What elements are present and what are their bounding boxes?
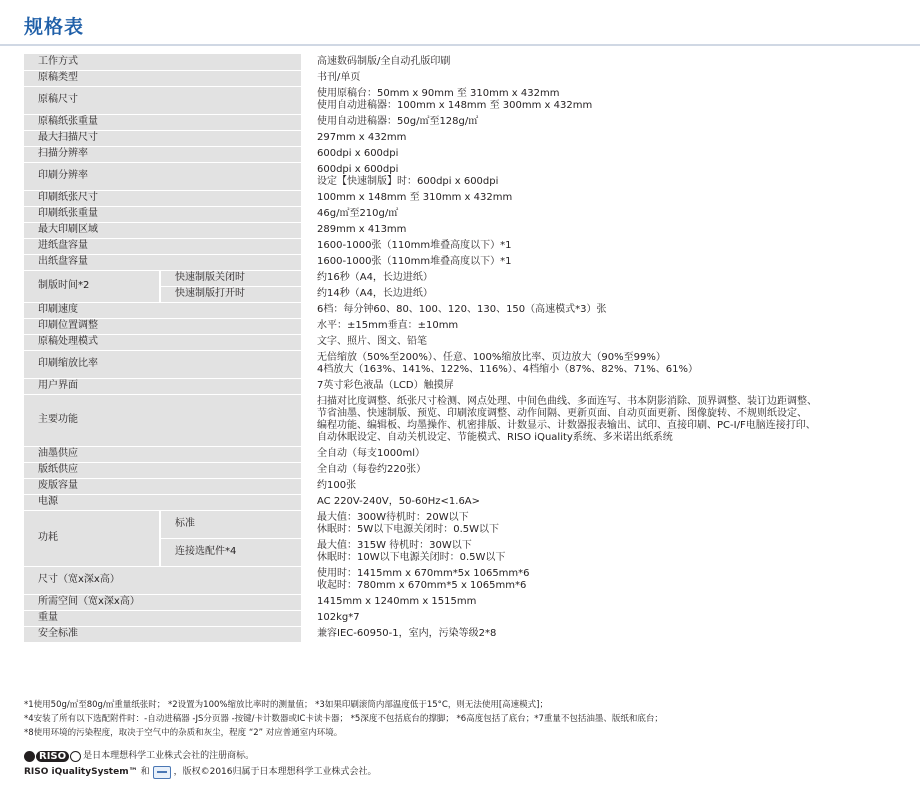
trademark-and: 和 (140, 767, 150, 777)
spec-value-line: 文字、照片、图文、铅笔 (317, 336, 427, 347)
spec-row (24, 594, 894, 610)
spec-value (302, 478, 894, 494)
spec-value-line: 4档放大（163%、141%、122%、116%）、4档缩小（87%、82%、71%、61%） (317, 364, 698, 375)
spec-value (302, 566, 894, 594)
spec-row (24, 222, 894, 238)
spec-value-line: 约100张 (317, 480, 357, 491)
trademark-notice (24, 748, 377, 780)
spec-value-line: 收起时：780mm x 670mm*5 x 1065mm*6 (317, 580, 527, 591)
spec-value (302, 394, 894, 446)
spec-row (24, 302, 894, 318)
spec-row (24, 318, 894, 334)
spec-value-line: 节省油墨、快速制版、预览、印刷浓度调整、动作间隔、更新页面、自动页面更新、图像旋转、不规则纸设定、 (317, 408, 807, 419)
spec-row (24, 270, 894, 286)
spec-label: 废版容量 (24, 478, 302, 494)
spec-label: 最大印刷区域 (24, 222, 302, 238)
spec-value (302, 610, 894, 626)
spec-value-line: 自动休眠设定、自动关机设定、节能模式、RISO iQuality系统、多米诺出纸系统 (317, 432, 673, 443)
spec-value (302, 626, 894, 642)
spec-row (24, 162, 894, 190)
spec-row (24, 510, 894, 538)
spec-value-line: 编程功能、编辑板、均墨操作、机密排版、计数显示、计数器报表输出、试印、直接印刷、PC-I/F电脑连接打印、 (317, 420, 816, 431)
spec-value-line: 最大值：300W待机时：20W以下 (317, 512, 469, 523)
spec-row (24, 394, 894, 446)
spec-value-line: 1415mm x 1240mm x 1515mm (317, 596, 477, 607)
spec-value: 约14秒（A4，长边进纸） (302, 286, 894, 302)
spec-value-line: 使用时：1415mm x 670mm*5x 1065mm*6 (317, 568, 530, 579)
spec-value (302, 494, 894, 510)
spec-value (302, 538, 894, 566)
spec-sublabel: 快速制版打开时 (160, 286, 302, 302)
spec-row (24, 446, 894, 462)
spec-value-line: 102kg*7 (317, 612, 360, 623)
spec-value (302, 510, 894, 538)
spec-value-line: 休眠时：5W以下电源关闭时：0.5W以下 (317, 524, 500, 535)
spec-value-line: 休眠时：10W以下电源关闭时：0.5W以下 (317, 552, 506, 563)
spec-value-line: 1600-1000张（110mm堆叠高度以下）*1 (317, 256, 512, 267)
spec-label: 电源 (24, 494, 302, 510)
spec-value (302, 446, 894, 462)
spec-row (24, 190, 894, 206)
spec-label: 版纸供应 (24, 462, 302, 478)
spec-value-line: 扫描对比度调整、纸张尺寸检测、网点处理、中间色曲线、多面连写、书本阴影消除、顶界调整、装订边距调整、 (317, 396, 817, 407)
spec-row (24, 238, 894, 254)
spec-label: 用户界面 (24, 378, 302, 394)
spec-label: 印刷分辨率 (24, 162, 302, 190)
spec-label: 印刷速度 (24, 302, 302, 318)
spec-row (24, 54, 894, 70)
spec-row (24, 566, 894, 594)
footnotes (24, 698, 663, 740)
spec-value-line: 使用自动进稿器：100mm x 148mm 至 300mm x 432mm (317, 100, 593, 111)
spec-value-line: 全自动（每支1000ml） (317, 448, 425, 459)
spec-value-line: 书刊/单页 (317, 72, 361, 83)
spec-value-line: 水平：±15mm垂直：±10mm (317, 320, 459, 331)
spec-label: 原稿处理模式 (24, 334, 302, 350)
spec-row (24, 254, 894, 270)
spec-row (24, 334, 894, 350)
spec-row (24, 494, 894, 510)
spec-label: 原稿纸张重量 (24, 114, 302, 130)
spec-value-line: 全自动（每卷约220张） (317, 464, 427, 475)
spec-value (302, 130, 894, 146)
spec-row (24, 130, 894, 146)
footnote-line: *1使用50g/㎡至80g/㎡重量纸张时； *2设置为100%缩放比率时的测量值； *3如果印刷滚筒内部温度低于15°C，则无法使用[高速模式]； (24, 700, 548, 710)
spec-value-line: 100mm x 148mm 至 310mm x 432mm (317, 192, 513, 203)
spec-sublabel: 快速制版关闭时 (160, 270, 302, 286)
spec-row (24, 378, 894, 394)
trademark-line2: ，版权©2016归属于日本理想科学工业株式会社。 (173, 767, 377, 777)
spec-label: 功耗 (24, 510, 160, 566)
spec-row (24, 350, 894, 378)
spec-value-line: 使用自动进稿器：50g/㎡至128g/㎡ (317, 116, 479, 127)
spec-value-line: 高速数码制版/全自动孔版印刷 (317, 55, 451, 67)
spec-label: 主要功能 (24, 394, 302, 446)
spec-label: 印刷纸张重量 (24, 206, 302, 222)
spec-label: 原稿尺寸 (24, 86, 302, 114)
spec-value (302, 86, 894, 114)
spec-label: 原稿类型 (24, 70, 302, 86)
spec-value (302, 238, 894, 254)
spec-value (302, 318, 894, 334)
title-divider (0, 44, 920, 46)
spec-value (302, 206, 894, 222)
pc-connect-icon (153, 766, 171, 779)
spec-row (24, 478, 894, 494)
spec-label: 所需空间（宽x深x高） (24, 594, 302, 610)
spec-value-line: 600dpi x 600dpi (317, 164, 399, 175)
spec-value-line: 设定【快速制版】时：600dpi x 600dpi (317, 176, 499, 187)
spec-value-line: 兼容IEC-60950-1，室内，污染等级2*8 (317, 628, 497, 639)
spec-row (24, 462, 894, 478)
spec-sublabel: 标准 (160, 510, 302, 538)
spec-row (24, 114, 894, 130)
spec-value (302, 190, 894, 206)
spec-value (302, 222, 894, 238)
page-title: 规格表 (24, 16, 85, 38)
spec-label: 制版时间*2 (24, 270, 160, 302)
spec-value-line: 289mm x 413mm (317, 224, 407, 235)
trademark-line1: 是日本理想科学工业株式会社的注册商标。 (83, 751, 255, 761)
spec-label: 印刷位置调整 (24, 318, 302, 334)
spec-sublabel: 连接选配件*4 (160, 538, 302, 566)
spec-label: 印刷缩放比率 (24, 350, 302, 378)
spec-label: 安全标准 (24, 626, 302, 642)
spec-row (24, 206, 894, 222)
spec-row (24, 70, 894, 86)
spec-value (302, 54, 894, 70)
riso-logo-icon: RISO (24, 750, 81, 762)
spec-label: 出纸盘容量 (24, 254, 302, 270)
spec-row (24, 626, 894, 642)
spec-value (302, 594, 894, 610)
spec-value (302, 146, 894, 162)
spec-label: 油墨供应 (24, 446, 302, 462)
footnote-line: *8使用环境的污染程度，取决于空气中的杂质和灰尘，程度 “2” 对应普通室内环境。 (24, 728, 343, 738)
spec-table (24, 54, 894, 643)
spec-value (302, 254, 894, 270)
footnote-line: *4安装了所有以下选配附件时：-自动进稿器 -JS分页器 -按键/卡计数器或IC卡读卡器； *5深度不包括底台的撑脚； *6高度包括了底台；*7重量不包括油墨、版纸和底台； (24, 714, 663, 724)
spec-value-line: 无倍缩放（50%至200%）、任意、100%缩放比率、页边放大（90%至99%） (317, 352, 666, 363)
spec-label: 扫描分辨率 (24, 146, 302, 162)
spec-label: 印刷纸张尺寸 (24, 190, 302, 206)
spec-value-line: 最大值：315W 待机时：30W以下 (317, 540, 472, 551)
spec-value (302, 462, 894, 478)
spec-row (24, 146, 894, 162)
spec-value (302, 162, 894, 190)
spec-value-line: 1600-1000张（110mm堆叠高度以下）*1 (317, 240, 512, 251)
spec-value (302, 70, 894, 86)
spec-row (24, 610, 894, 626)
iquality-logo: RISO iQualitySystem™ (24, 767, 138, 777)
spec-label: 重量 (24, 610, 302, 626)
spec-value-line: 297mm x 432mm (317, 132, 407, 143)
spec-label: 工作方式 (24, 54, 302, 70)
spec-value-line: 6档：每分钟60、80、100、120、130、150（高速模式*3）张 (317, 304, 607, 315)
spec-value (302, 334, 894, 350)
spec-value (302, 114, 894, 130)
spec-value: 约16秒（A4，长边进纸） (302, 270, 894, 286)
spec-row (24, 86, 894, 114)
spec-value-line: 7英寸彩色液晶（LCD）触摸屏 (317, 380, 454, 391)
spec-value (302, 350, 894, 378)
spec-value-line: 使用原稿台：50mm x 90mm 至 310mm x 432mm (317, 88, 560, 99)
spec-value-line: 600dpi x 600dpi (317, 148, 399, 159)
spec-value (302, 378, 894, 394)
spec-label: 最大扫描尺寸 (24, 130, 302, 146)
spec-value-line: AC 220V-240V，50-60Hz<1.6A> (317, 496, 481, 507)
spec-label: 进纸盘容量 (24, 238, 302, 254)
spec-label: 尺寸（宽x深x高） (24, 566, 302, 594)
spec-value-line: 46g/㎡至210g/㎡ (317, 208, 399, 219)
spec-value (302, 302, 894, 318)
